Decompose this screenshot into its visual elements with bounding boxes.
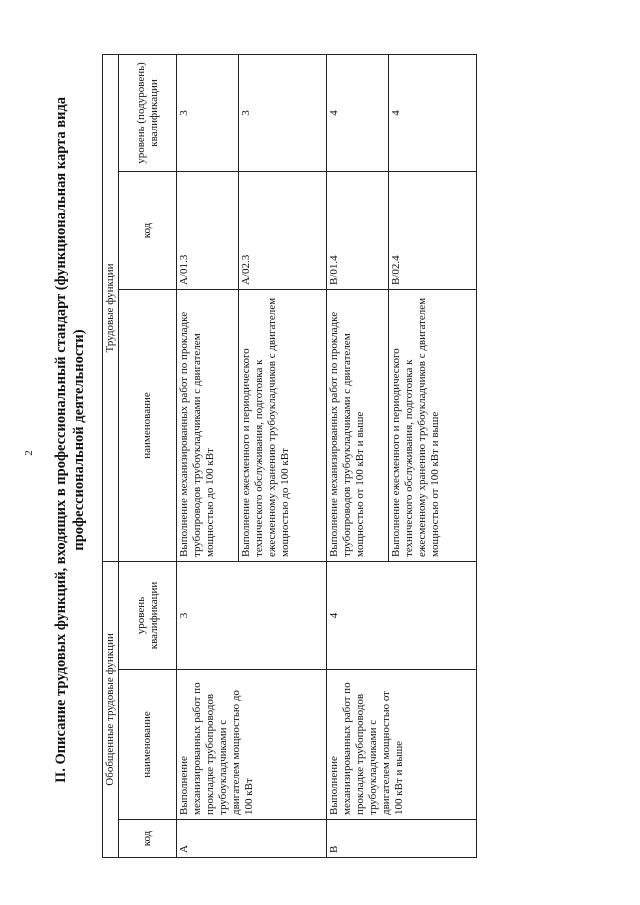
labor-function-name: Выполнение механизированных работ по прокладке трубопроводов трубоукладчиками с двигателем мощностью от 100 кВт и выше xyxy=(327,289,389,561)
header-code: код xyxy=(119,820,177,858)
row-b-name: Выполнение механизированных работ по прокладке трубопроводов трубоукладчиками с двигателем мощностью от 100 кВт и выше xyxy=(327,670,477,820)
section-title-line-1: II. Описание трудовых функций, входящих в профессиональный стандарт (функциональная карта вида xyxy=(53,96,69,784)
row-a-name: Выполнение механизированных работ по прокладке трубопроводов трубоукладчиками с двигателем мощностью до 100 кВт xyxy=(177,670,327,820)
header-labor-functions: Трудовые функции xyxy=(103,54,119,561)
section-title-line-2: профессиональной деятельности) xyxy=(71,329,87,551)
row-a-code: А xyxy=(177,820,327,858)
row-b-code: В xyxy=(327,820,477,858)
labor-function-level: 3 xyxy=(177,54,239,171)
labor-function-name: Выполнение ежесменного и периодического технического обслуживания, подготовка к ежесменному хранению трубоукладчиков с двигателем мощностью от 100 кВт и выше xyxy=(389,289,477,561)
labor-function-code: А/01.3 xyxy=(177,171,239,289)
table-row xyxy=(327,54,389,857)
functional-map-table xyxy=(102,54,477,858)
labor-function-name: Выполнение механизированных работ по прокладке трубопроводов трубоукладчиками с двигателем мощностью до 100 кВт xyxy=(177,289,239,561)
table-row xyxy=(177,54,239,857)
page-number: 2 xyxy=(22,450,35,456)
header-labor-level: уровень (подуровень) квалификации xyxy=(119,54,177,171)
row-b-level: 4 xyxy=(327,561,477,669)
header-row-2 xyxy=(119,54,177,857)
labor-function-level: 4 xyxy=(327,54,389,171)
labor-function-name: Выполнение ежесменного и периодического технического обслуживания, подготовка к ежесменному хранению трубоукладчиков с двигателем мощностью до 100 кВт xyxy=(239,289,327,561)
labor-function-level: 4 xyxy=(389,54,477,171)
header-generalized-functions: Обобщенные трудовые функции xyxy=(103,561,119,857)
labor-function-code: В/01.4 xyxy=(327,171,389,289)
row-a-level: 3 xyxy=(177,561,327,669)
section-title xyxy=(52,45,88,835)
labor-function-level: 3 xyxy=(239,54,327,171)
header-name: наименование xyxy=(119,670,177,820)
labor-function-code: А/02.3 xyxy=(239,171,327,289)
header-row-1 xyxy=(103,54,119,857)
header-labor-code: код xyxy=(119,171,177,289)
labor-function-code: В/02.4 xyxy=(389,171,477,289)
header-level: уровень квалификации xyxy=(119,561,177,669)
header-labor-name: наименование xyxy=(119,289,177,561)
